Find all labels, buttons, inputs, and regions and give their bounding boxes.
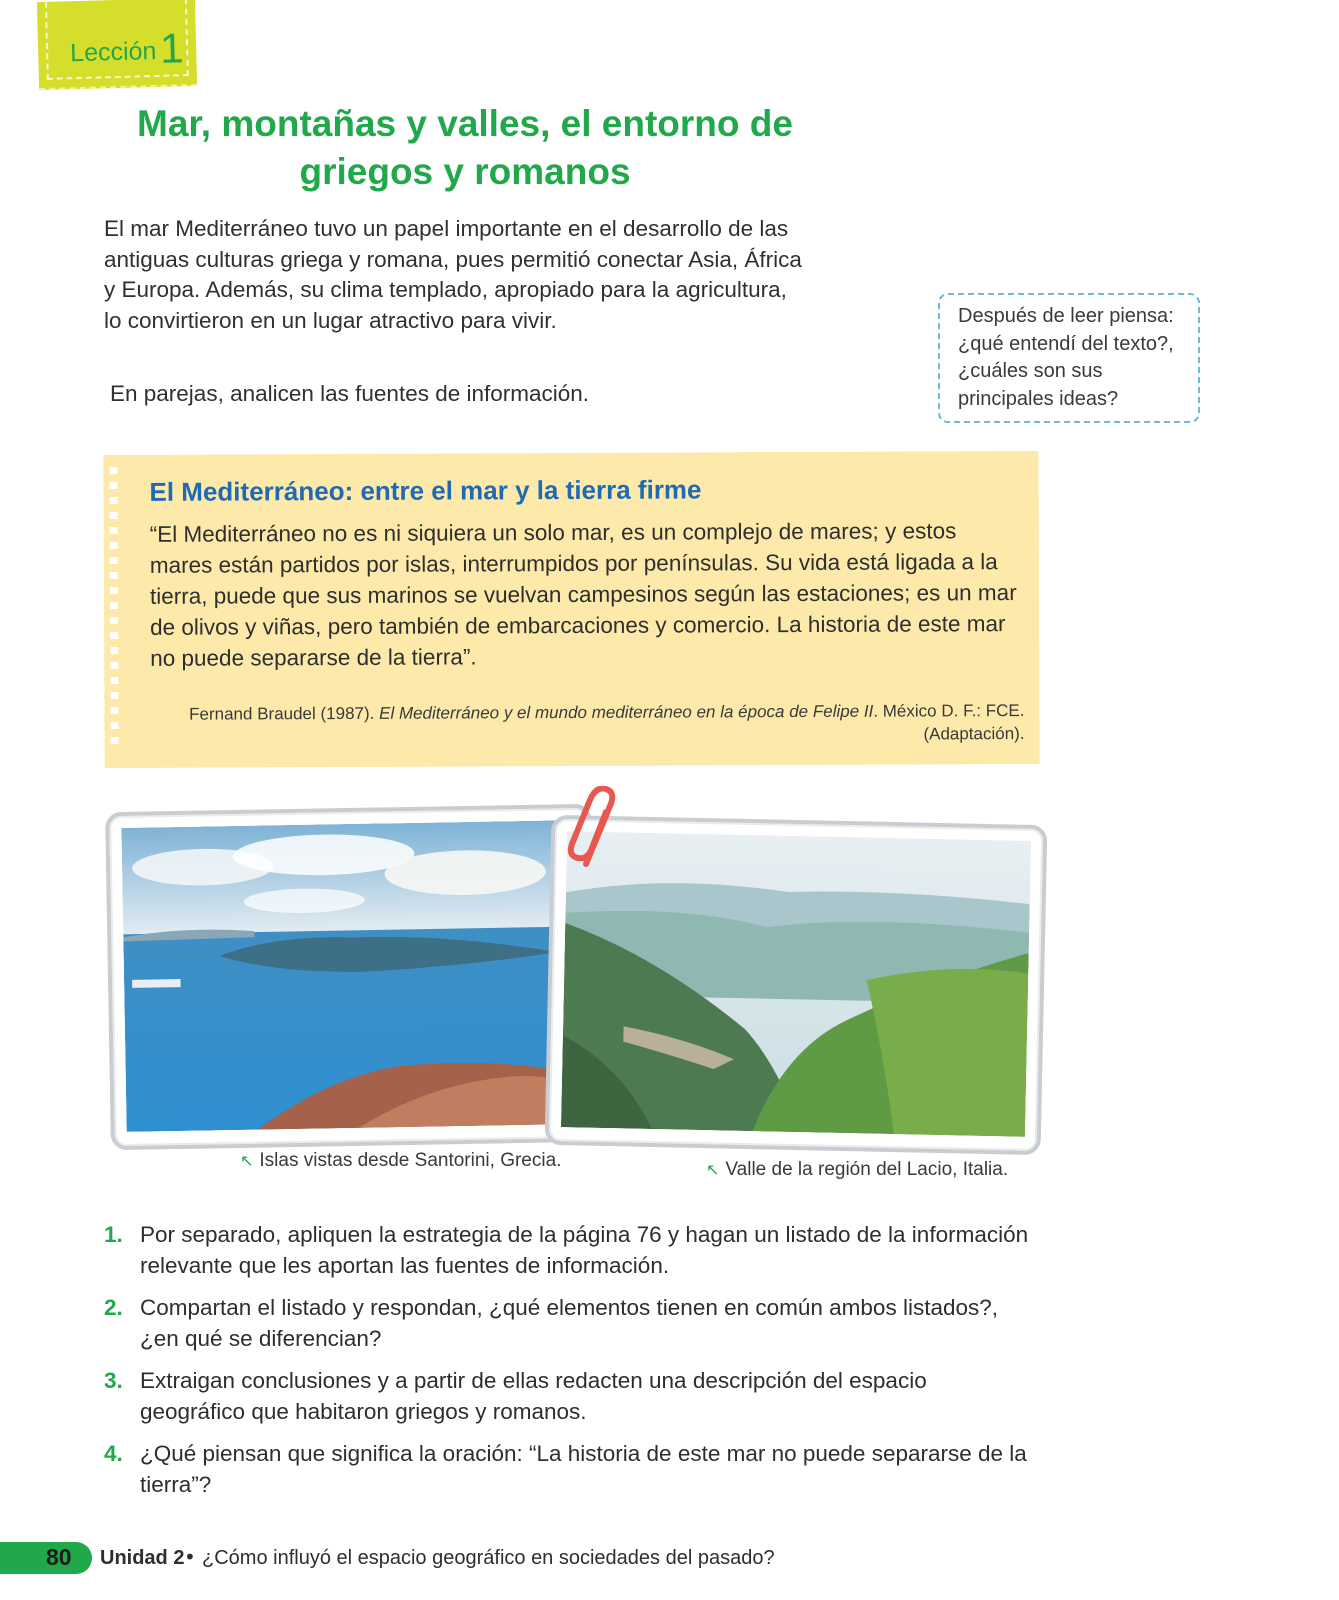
page-number: 80: [46, 1544, 72, 1570]
caption-santorini: [240, 1150, 561, 1172]
lesson-number: 1: [159, 24, 185, 72]
question-list: [104, 1220, 1034, 1512]
question-text: Extraigan conclusiones y a partir de ellas redacten una descripción del espacio geográfico que habitaron griegos y romanos.: [140, 1368, 927, 1424]
lacio-photo: [561, 831, 1031, 1137]
question-text: Compartan el listado y respondan, ¿qué elementos tienen en común ambos listados?, ¿en qué se diferencian?: [140, 1295, 998, 1351]
question-item: [104, 1439, 1034, 1500]
arrow-up-left-icon: ↖: [240, 1153, 254, 1170]
caption-santorini-text: Islas vistas desde Santorini, Grecia.: [259, 1150, 562, 1171]
question-number: 1.: [104, 1222, 123, 1247]
question-item: [104, 1366, 1034, 1427]
instruction-text: En parejas, analicen las fuentes de información.: [110, 381, 590, 406]
page-title: Mar, montañas y valles, el entorno de griegos y romanos: [137, 103, 793, 192]
photo-frame-santorini: [105, 804, 597, 1150]
question-text: ¿Qué piensan que significa la oración: “La historia de este mar no puede separarse de la tierra”?: [140, 1441, 1027, 1497]
footer-question: ¿Cómo influyó el espacio geográfico en sociedades del pasado?: [202, 1547, 775, 1569]
notebook-perforation: [109, 467, 118, 747]
source-quote: “El Mediterráneo no es ni siquiera un solo mar, es un complejo de mares; y estos mares están partidos por islas, interrumpidos por penínsulas. Su vida está ligada a la tierra, puede que sus marinos se vuelvan campesinos según las estaciones; es un mar de olivos y viñas, pero también de embarcaciones y comercio. La historia de este mar no puede separarse de la tierra”.: [149, 518, 1017, 671]
santorini-photo: [121, 820, 580, 1132]
paperclip-icon: [566, 786, 624, 868]
question-item: [104, 1220, 1034, 1281]
source-citation: [184, 699, 1024, 749]
source-card: [103, 451, 1039, 768]
question-number: 3.: [104, 1368, 123, 1393]
caption-lacio-text: Valle de la región del Lacio, Italia.: [725, 1159, 1009, 1180]
intro-paragraph: El mar Mediterráneo tuvo un papel importante en el desarrollo de las antiguas culturas griega y romana, pues permitió conectar Asia, África y Europa. Además, su clima templado, apropiado para la agricultura, lo convirtieron en un lugar atractivo para vivir.: [104, 216, 802, 333]
question-item: [104, 1293, 1034, 1354]
footer-bullet: •: [184, 1545, 196, 1569]
page-footer: [0, 1542, 1339, 1576]
citation-work: El Mediterráneo y el mundo mediterráneo en la época de Felipe II: [379, 701, 874, 723]
question-number: 4.: [104, 1441, 123, 1466]
think-box: Después de leer piensa: ¿qué entendí del texto?, ¿cuáles son sus principales ideas?: [938, 293, 1200, 423]
question-text: Por separado, apliquen la estrategia de la página 76 y hagan un listado de la información relevante que les aportan las fuentes de información.: [140, 1222, 1029, 1278]
citation-publisher: . México D. F.: FCE. (Adaptación).: [873, 701, 1025, 744]
lesson-tab: [37, 0, 197, 90]
footer-unit: Unidad 2: [100, 1547, 185, 1569]
source-title: El Mediterráneo: entre el mar y la tierra firme: [149, 474, 702, 507]
arrow-up-left-icon: ↖: [706, 1162, 720, 1179]
caption-lacio: [706, 1159, 1008, 1181]
citation-author: Fernand Braudel (1987).: [189, 703, 380, 724]
question-number: 2.: [104, 1295, 123, 1320]
lesson-label: Lección: [69, 36, 157, 68]
